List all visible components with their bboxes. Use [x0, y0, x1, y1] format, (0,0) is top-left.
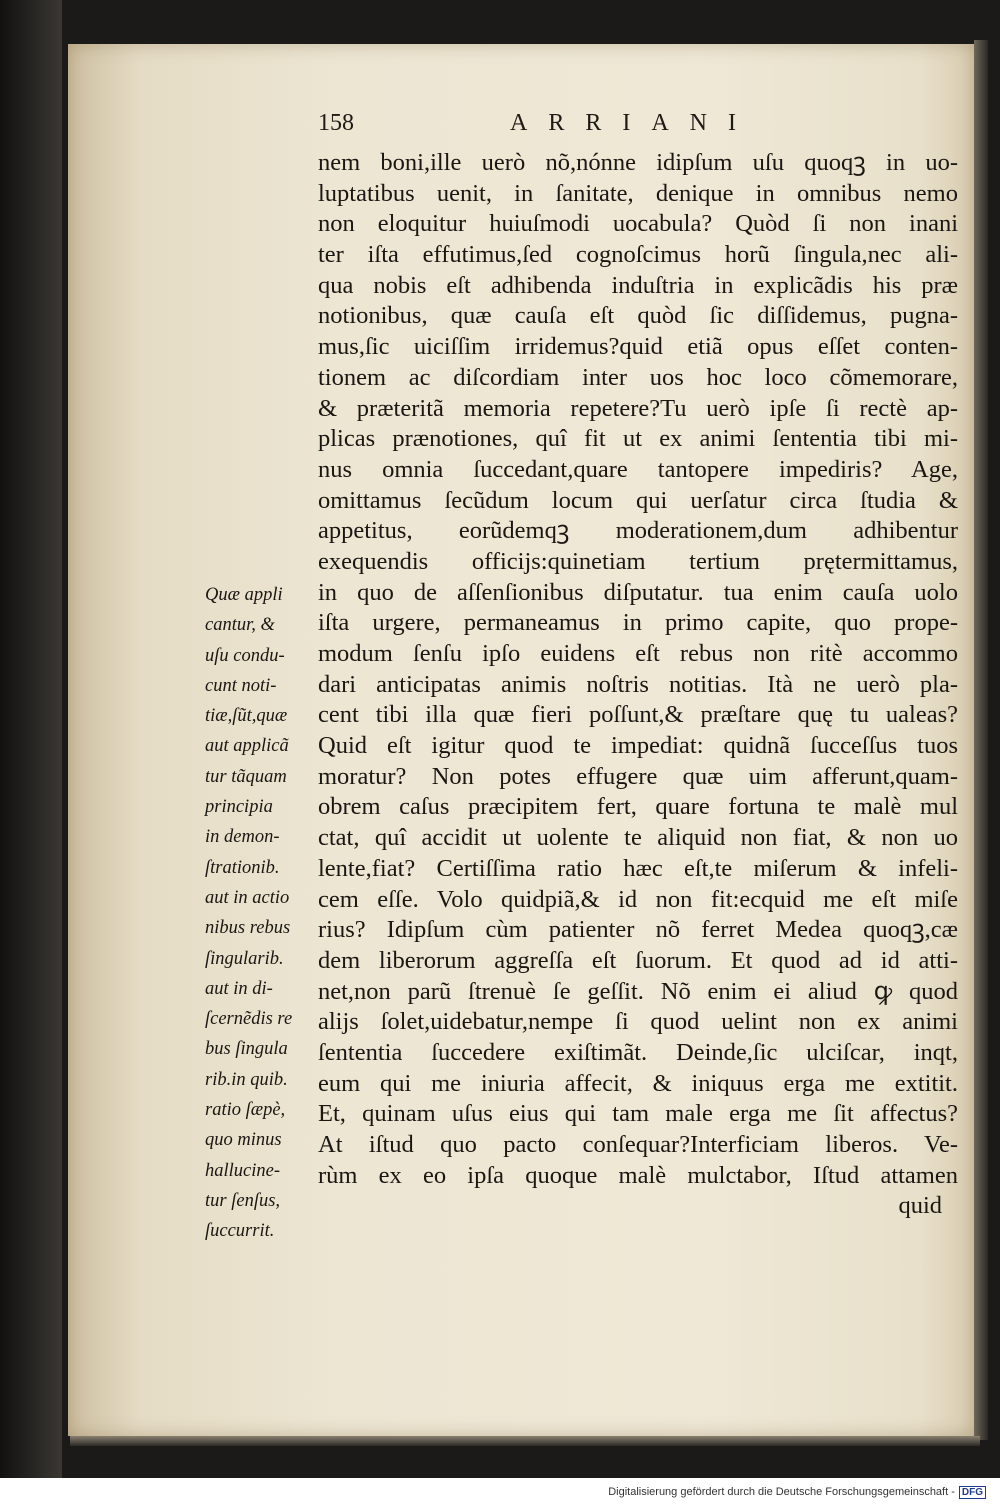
text-line: appetitus, eorũdemqꝫ moderationem,dum adhibentur [318, 517, 958, 545]
marginal-line: tur ſenſus, [205, 1190, 281, 1211]
dfg-logo: DFG [959, 1486, 986, 1499]
page-edge-bottom [70, 1436, 980, 1446]
marginal-line: rib.in quib. [205, 1069, 288, 1090]
marginal-line: cunt noti- [205, 675, 277, 696]
text-line: rùm ex eo ipſa quoque malè mulctabor, Iſtud attamen [318, 1161, 958, 1189]
book-binding [0, 0, 62, 1478]
marginal-line: ſingularib. [205, 948, 284, 969]
text-line: moratur? Non potes effugere quæ uim afferunt,quam- [318, 762, 958, 790]
marginal-line: quo minus [205, 1130, 282, 1151]
text-line: ctat, quî accidit ut uolente te aliquid non fiat, & non uo [318, 824, 958, 852]
marginal-line: uſu condu- [205, 645, 285, 666]
marginal-line: bus ſingula [205, 1039, 288, 1060]
text-line: obrem caſus præcipitem fert, quare fortuna te malè mul [318, 793, 958, 821]
text-line: iſta urgere, permaneamus in primo capite, quo prope- [318, 609, 958, 637]
text-line: notionibus, quæ cauſa eſt quòd ſic diſſidemus, pugna- [318, 302, 958, 330]
marginal-line: tiæ,ſũt,quæ [205, 706, 288, 727]
page-edge-right [974, 40, 988, 1440]
running-head [318, 110, 958, 144]
main-text-block [318, 148, 958, 1222]
text-line: modum ſenſu ipſo euidens eſt rebus non ritè accommo [318, 640, 958, 667]
marginal-note [205, 580, 323, 1247]
marginal-line: ſuccurrit. [205, 1221, 275, 1242]
text-line: in quo de aſſenſionibus diſputatur. tua enim cauſa uolo [318, 578, 958, 606]
text-line: exequendis officijs:quinetiam tertium prętermittamus, [318, 547, 958, 575]
marginal-line: Quæ appli [205, 585, 283, 605]
text-line: nus omnia ſuccedant,quare tantopere impediris? Age, [318, 455, 958, 483]
marginal-line: principia [205, 797, 273, 818]
text-line: lente,fiat? Certiſſima ratio hæc eſt,te miſerum & infeli- [318, 854, 958, 882]
marginal-line: ſtrationib. [205, 857, 280, 878]
text-line: qua nobis eſt adhibenda induſtria in explicãdis his præ [318, 271, 958, 299]
marginal-line: ratio ſæpè, [205, 1100, 286, 1121]
text-line: Quid eſt igitur quod te impediat: quidnã ſucceſſus tuos [318, 732, 958, 760]
marginal-line: in demon- [205, 827, 280, 848]
text-line: omittamus ſecũdum locum qui uerſatur circa ſtudia & [318, 486, 958, 514]
page-number: 158 [318, 110, 354, 136]
marginal-line: aut applicã [205, 736, 289, 757]
catchword: quid [898, 1192, 942, 1220]
text-line: dari anticipatas animis noſtris notitias. Ità ne uerò pla- [318, 670, 958, 698]
marginal-line: tur tãquam [205, 766, 287, 787]
text-line: dem liberorum aggreſſa eſt ſuorum. Et quod ad id atti- [318, 946, 958, 974]
marginal-line: cantur, & [205, 615, 275, 636]
text-line: mus,ſic uiciſſim irridemus?quid etiã opus eſſet conten- [318, 333, 958, 361]
marginal-line: aut in actio [205, 887, 290, 908]
text-line: rius? Idipſum cùm patienter nõ ferret Medea quoqꝫ,cæ [318, 916, 958, 944]
text-line: net,non parũ ſtrenuè ſe geſſit. Nõ enim ei aliud ꝙ quod [318, 977, 958, 1005]
text-line: ſententia ſuccedere exiſtimãt. Deinde,ſic ulciſcar, inqt, [318, 1038, 958, 1066]
text-line: Et, quinam uſus eius qui tam male erga me ſit affectus? [318, 1100, 958, 1128]
text-line: tionem ac diſcordiam inter uos hoc loco cõmemorare, [318, 363, 958, 391]
marginal-line: aut in di- [205, 978, 273, 999]
text-line: alijs ſolet,uidebatur,nempe ſi quod uelint non ex animi [318, 1008, 958, 1036]
credit-text: Digitalisierung gefördert durch die Deutsche Forschungsgemeinschaft - [608, 1486, 955, 1498]
text-line: plicas prænotiones, quî fit ut ex animi ſententia tibi mi- [318, 425, 958, 453]
marginal-line: ſcernẽdis re [205, 1009, 293, 1030]
text-line: & præteritã memoria repetere?Tu uerò ipſe ſi rectè ap- [318, 394, 958, 422]
running-title: ARRIANI [510, 110, 757, 136]
text-line: luptatibus uenit, in ſanitate, denique in omnibus nemo [318, 179, 958, 207]
text-line: At iſtud quo pacto conſequar?Interficiam liberos. Ve- [318, 1131, 958, 1158]
text-line: cem eſſe. Volo quidpiã,& id non fit:ecquid me eſt miſe [318, 885, 958, 913]
text-line: eum qui me iniuria affecit, & iniquus erga me extitit. [318, 1069, 958, 1097]
text-line: nem boni,ille uerò nõ,nónne idipſum uſu quoqꝫ in uo- [318, 149, 958, 176]
text-line: non eloquitur huiuſmodi uocabula? Quòd ſi non inani [318, 210, 958, 238]
text-line: ter iſta effutimus,ſed cognoſcimus horũ ſingula,nec ali- [318, 241, 958, 269]
digitization-credit [608, 1486, 986, 1499]
text-line: cent tibi illa quæ fieri poſſunt,& præſtare quę tu ualeas? [318, 701, 958, 729]
marginal-line: hallucine- [205, 1160, 281, 1181]
marginal-line: nibus rebus [205, 918, 291, 939]
